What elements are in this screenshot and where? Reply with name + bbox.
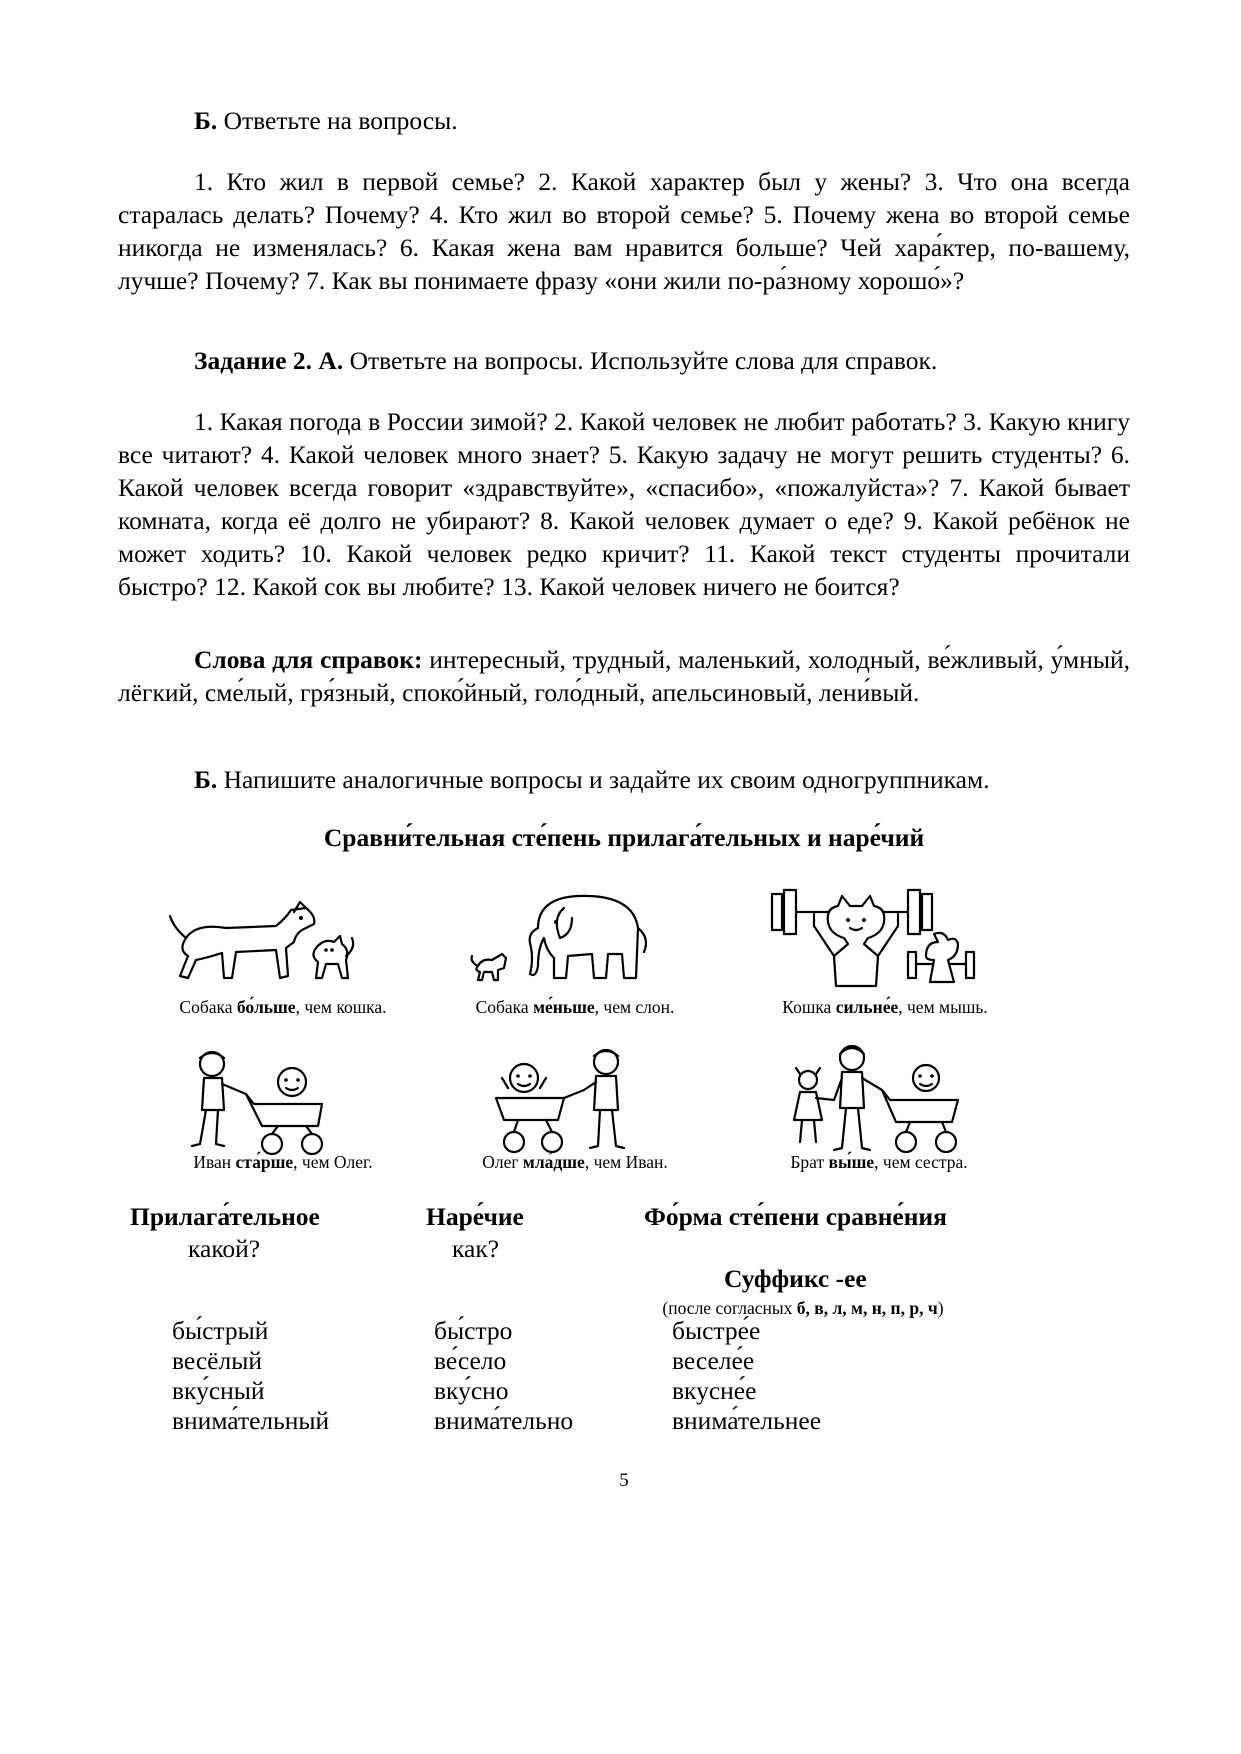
questions-paragraph-2: 1. Какая погода в России зимой? 2. Какой человек не любит работать? 3. Какую книгу все читают? 4. Какой человек много знает? 5. Какую задачу не могут решить студенты? 6. Какой человек всегда говорит «здравствуйте», «спасибо», «пожалуйста»? 7. Какой бывает комната, когда её долго не убирают? 8. Какой человек думает о еде? 9. Какой ребёнок не может ходить? 10. Какой человек редко кричит? 11. Какой текст студенты прочитали быстро? 12. Какой сок вы любите? 13. Какой человек ничего не боится? (118, 407, 1130, 601)
adverb-item: бы́стро (434, 1316, 513, 1345)
caption-brother-taller: Брат вы́ше, чем сестра. (790, 1152, 968, 1172)
adverb-item: вку́сно (434, 1376, 509, 1405)
caption-oleg-younger: Олег мла́дше, чем Иван. (482, 1152, 668, 1172)
comparative-item: вкусне́е (672, 1376, 757, 1405)
dog-elephant-illustration (468, 888, 658, 988)
ivan-oleg-illustration (182, 1048, 342, 1158)
cat-weightlifter-illustration (758, 886, 988, 996)
caption-dog-smaller: Собака ме́ньше, чем слон. (475, 997, 675, 1017)
suffix-note: (после согласных б, в, л, м, н, п, р, ч) (662, 1298, 944, 1318)
adverb-question: как? (452, 1234, 500, 1263)
adjective-item: бы́стрый (172, 1316, 269, 1345)
page-number: 5 (619, 1470, 629, 1491)
adverb-column-header: Наре́чие (426, 1202, 524, 1231)
dog-cat-illustration (166, 898, 356, 988)
comparative-item: веселе́е (672, 1346, 755, 1375)
brother-sister-illustration (786, 1044, 966, 1158)
adverb-item: ве́село (434, 1346, 507, 1375)
comparative-item: внима́тельнее (672, 1406, 822, 1435)
task-2-heading: Задание 2. А. Ответьте на вопросы. Используйте слова для справок. (194, 346, 938, 375)
part-b-instruction: Б. Ответьте на вопросы. (194, 106, 458, 135)
caption-cat-stronger: Кошка сильне́е, чем мышь. (782, 997, 988, 1017)
questions-paragraph-1: 1. Кто жил в первой семье? 2. Какой характер был у жены? 3. Что она всегда старалась делать? Почему? 4. Кто жил во второй семье? 5. Почему жена во второй семье никогда не изменялась? 6. Какая жена вам нравится больше? Чей хара́ктер, по-вашему, лучше? Почему? 7. Как вы понимаете фразу «они жили по-ра́зному хорошо́»? (118, 167, 1130, 295)
adverb-item: внима́тельно (434, 1406, 574, 1435)
adjective-item: вку́сный (172, 1376, 265, 1405)
comparative-column-header: Фо́рма сте́пени сравне́ния (644, 1202, 947, 1231)
reference-words: Слова для справок: интересный, трудный, маленький, холодный, ве́жливый, у́мный, лёгкий, сме́лый, гря́зный, споко́йный, голо́дный, апельсиновый, лени́вый. (118, 645, 1130, 707)
adjective-column-header: Прилага́тельное (130, 1202, 320, 1231)
caption-ivan-older: Иван ста́рше, чем Олег. (193, 1152, 373, 1172)
section-title: Сравни́тельная сте́пень прилага́тельных и наре́чий (323, 823, 925, 852)
adjective-item: внима́тельный (172, 1406, 330, 1435)
comparative-item: быстре́е (672, 1316, 761, 1345)
part-b-task: Б. Напишите аналогичные вопросы и задайте их своим одногруппникам. (194, 765, 990, 794)
oleg-ivan-illustration (488, 1048, 648, 1158)
caption-dog-bigger: Собака бо́льше, чем кошка. (179, 997, 387, 1017)
adjective-item: весёлый (172, 1346, 262, 1375)
adjective-question: какой? (188, 1234, 261, 1263)
suffix-heading: Суффикс -ее (724, 1264, 867, 1293)
